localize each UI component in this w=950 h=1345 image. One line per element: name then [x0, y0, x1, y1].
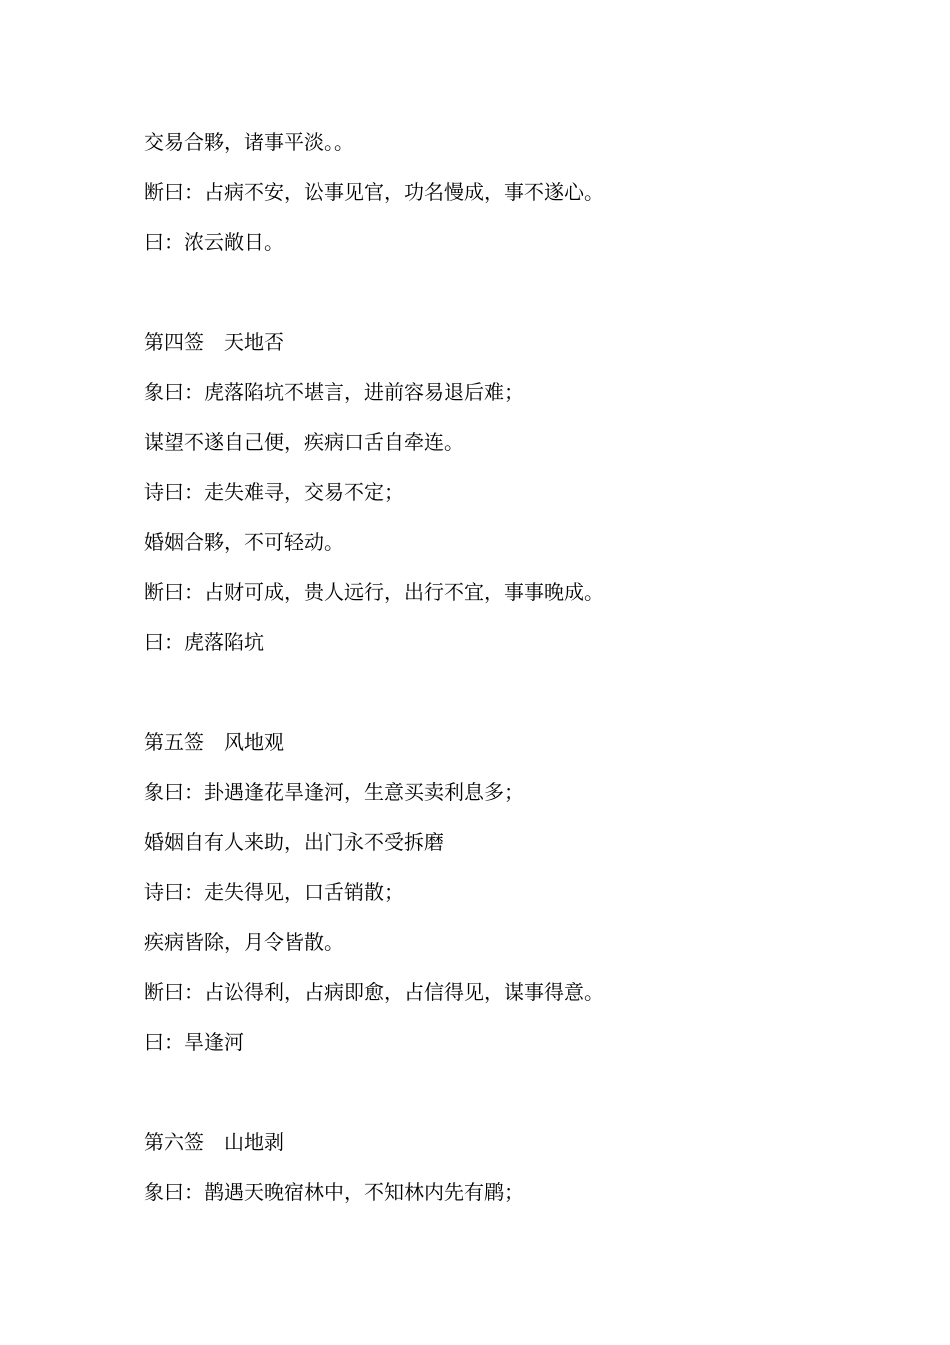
section-spacer	[144, 677, 844, 727]
section-4-line-3: 诗曰：走失难寻，交易不定；	[144, 480, 404, 504]
section-6-line-1: 象曰：鹊遇天晚宿林中，不知林内先有鹛；	[144, 1180, 524, 1204]
section-3-line-3: 曰：浓云敞日。	[144, 230, 284, 254]
section-4-line-6: 曰：虎落陷坑	[144, 630, 264, 654]
section-3-line-2: 断曰：占病不安，讼事见官，功名慢成，事不遂心。	[144, 180, 604, 204]
section-4-line-5: 断曰：占财可成，贵人远行，出行不宜，事事晚成。	[144, 580, 604, 604]
section-5-title: 第五签 风地观	[144, 730, 284, 754]
section-5-line-4: 疾病皆除，月令皆散。	[144, 930, 344, 954]
section-5-line-5: 断曰：占讼得利，占病即愈，占信得见，谋事得意。	[144, 980, 604, 1004]
section-5-line-1: 象曰：卦遇逢花旱逢河，生意买卖利息多；	[144, 780, 524, 804]
section-4-line-1: 象曰：虎落陷坑不堪言，进前容易退后难；	[144, 380, 524, 404]
section-3-line-1: 交易合夥，诸事平淡。。	[144, 130, 354, 154]
section-spacer	[144, 1077, 844, 1127]
section-4-title: 第四签 天地否	[144, 330, 284, 354]
section-spacer	[144, 277, 844, 327]
section-4-line-2: 谋望不遂自己便，疾病口舌自牵连。	[144, 430, 464, 454]
section-5-line-2: 婚姻自有人来助，出门永不受拆磨	[144, 830, 444, 854]
document-body	[144, 127, 844, 1227]
section-5-line-6: 曰：旱逢河	[144, 1030, 244, 1054]
section-4-line-4: 婚姻合夥，不可轻动。	[144, 530, 344, 554]
section-6-title: 第六签 山地剥	[144, 1130, 284, 1154]
section-5-line-3: 诗曰：走失得见，口舌销散；	[144, 880, 404, 904]
